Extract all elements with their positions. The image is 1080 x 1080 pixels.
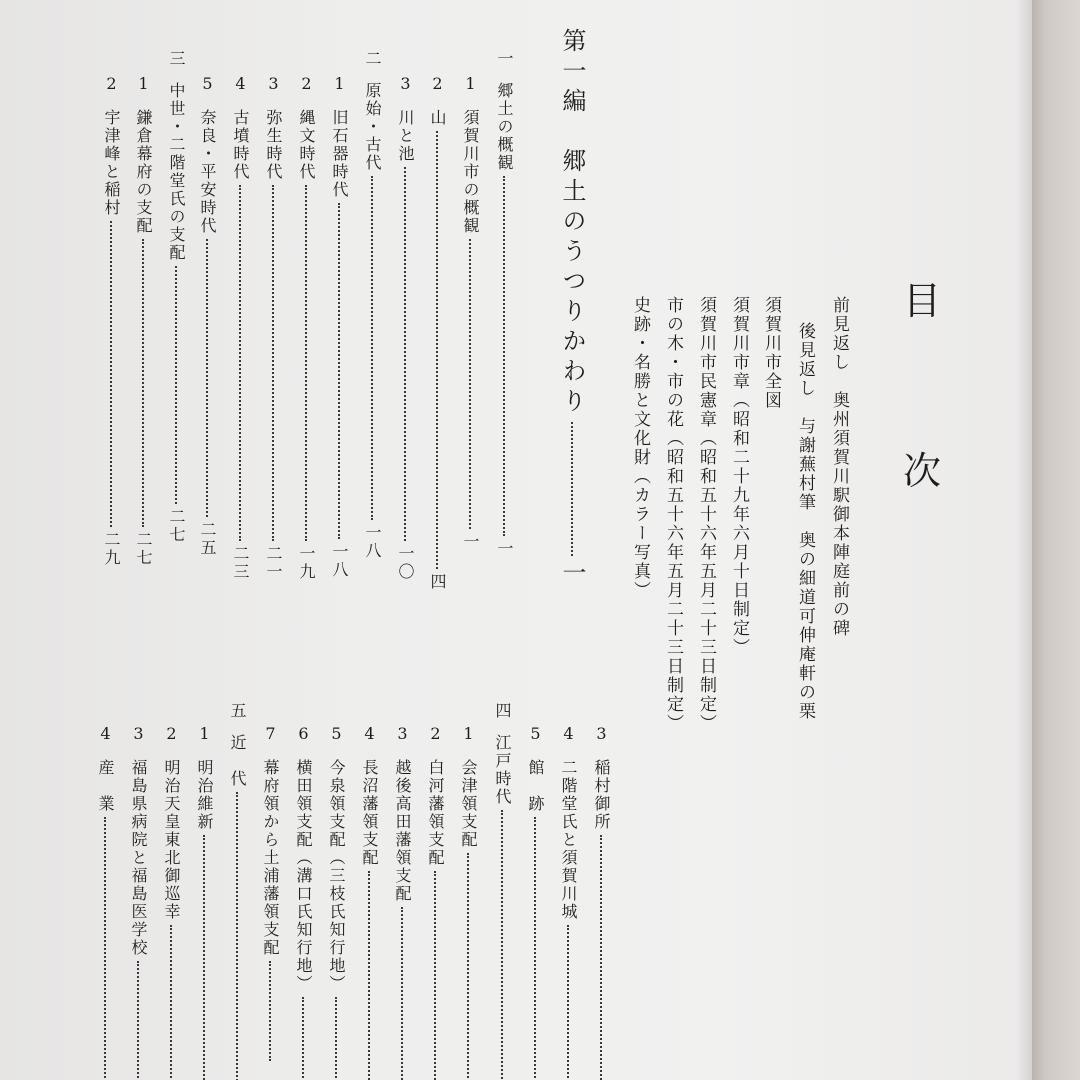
toc-entry-label: 会津領支配 <box>459 759 478 849</box>
toc-entry[interactable] <box>364 50 380 560</box>
leader-dots <box>404 167 406 541</box>
toc-entry-number: 2 <box>162 724 181 745</box>
toc-entry-number: 2 <box>428 74 447 95</box>
edition-page: 一 <box>558 560 586 590</box>
leader-dots <box>170 925 172 1080</box>
toc-entry[interactable] <box>298 74 314 581</box>
toc-entry-number: 4 <box>96 724 115 745</box>
leader-dots <box>469 239 471 529</box>
toc-entry[interactable] <box>168 50 184 544</box>
toc-entry[interactable] <box>295 724 311 1080</box>
leader-dots <box>467 853 469 1080</box>
toc-entry[interactable] <box>494 702 510 1080</box>
front-matter-line: 前見返し 奥州須賀川駅御本陣庭前の碑 <box>829 296 849 638</box>
toc-entry[interactable] <box>232 74 248 581</box>
toc-entry-number: 2 <box>102 74 121 95</box>
toc-entry-label: 原始・古代 <box>363 82 382 172</box>
toc-entry-label: 近 代 <box>228 734 247 788</box>
toc-entry-number: 1 <box>195 724 214 745</box>
toc-entry-number: 2 <box>297 74 316 95</box>
toc-entry[interactable] <box>265 74 281 581</box>
toc-entry-label: 古墳時代 <box>231 109 250 181</box>
toc-entry-page: 二一 <box>264 545 283 581</box>
toc-entry-label: 弥生時代 <box>264 109 283 181</box>
toc-entry-label: 須賀川市の概観 <box>461 109 480 235</box>
toc-entry[interactable] <box>394 724 410 1080</box>
leader-dots <box>368 871 370 1080</box>
edition-label: 第一編 郷土のうつりかわり <box>558 28 586 418</box>
toc-entry-page: 四 <box>428 573 447 591</box>
toc-entry-page: 二九 <box>102 531 121 567</box>
toc-entry-label: 江戸時代 <box>493 734 512 806</box>
leader-dots <box>203 835 205 1080</box>
toc-entry-label: 横田領支配（溝口氏知行地） <box>294 759 313 993</box>
toc-entry-number: 4 <box>559 724 578 745</box>
toc-entry-number: 3 <box>393 724 412 745</box>
toc-entry-number: 6 <box>294 724 313 745</box>
toc-entry[interactable] <box>163 724 179 1080</box>
toc-entry-label: 山 <box>428 109 447 127</box>
toc-entry[interactable] <box>429 74 445 591</box>
toc-entry-label: 縄文時代 <box>297 109 316 181</box>
toc-entry-number: 五 <box>228 702 247 720</box>
leader-dots <box>269 961 271 1061</box>
toc-entry[interactable] <box>97 724 113 1080</box>
leader-dots <box>137 961 139 1080</box>
toc-entry-page: 一 <box>461 533 480 551</box>
toc-entry[interactable] <box>196 724 212 1080</box>
toc-entry[interactable] <box>427 724 443 1080</box>
toc-entry[interactable] <box>262 724 278 1065</box>
toc-entry-number: 7 <box>261 724 280 745</box>
front-matter-line: 後見返し 与謝蕪村筆 奥の細道可伸庵軒の栗 <box>795 322 815 721</box>
leader-dots <box>302 997 304 1080</box>
toc-entry-number: 4 <box>231 74 250 95</box>
toc-entry-page: 二三 <box>231 545 250 581</box>
toc-entry[interactable] <box>527 724 543 1080</box>
toc-entry[interactable] <box>331 74 347 579</box>
toc-entry[interactable] <box>593 724 609 1080</box>
front-matter-line: 市の木・市の花（昭和五十六年五月二十三日制定） <box>663 296 683 733</box>
toc-entry-label: 宇津峰と稲村 <box>102 109 121 217</box>
toc-entry-number: 1 <box>330 74 349 95</box>
toc-entry-number: 3 <box>396 74 415 95</box>
leader-dots <box>571 422 573 556</box>
front-matter-line: 史跡・名勝と文化財（カラー写真） <box>630 296 650 600</box>
toc-entry-page: 一〇 <box>396 545 415 581</box>
toc-entry-number: 1 <box>461 74 480 95</box>
toc-entry[interactable] <box>103 74 119 567</box>
leader-dots <box>110 221 112 527</box>
toc-entry[interactable] <box>199 74 215 557</box>
page-gutter-shadow <box>1016 0 1032 1080</box>
toc-entry[interactable] <box>229 702 245 1080</box>
toc-entry-page: 一八 <box>330 543 349 579</box>
toc-entry-label: 館 跡 <box>526 759 545 813</box>
leader-dots <box>175 266 177 504</box>
toc-entry-label: 郷土の概観 <box>495 82 514 172</box>
leader-dots <box>338 203 340 539</box>
toc-entry-label: 長沼藩領支配 <box>360 759 379 867</box>
toc-entry-number: 二 <box>363 50 382 68</box>
toc-entry-page: 一 <box>495 540 514 558</box>
toc-title-char-1: 目 <box>903 279 942 323</box>
leader-dots <box>567 925 569 1080</box>
toc-entry-number: 5 <box>327 724 346 745</box>
toc-entry-number: 3 <box>129 724 148 745</box>
toc-entry-page: 一八 <box>363 524 382 560</box>
leader-dots <box>272 185 274 541</box>
toc-entry[interactable] <box>397 74 413 581</box>
toc-entry-label: 明治維新 <box>195 759 214 831</box>
toc-entry-label: 鎌倉幕府の支配 <box>134 109 153 235</box>
leader-dots <box>600 835 602 1080</box>
toc-entry[interactable] <box>361 724 377 1080</box>
leader-dots <box>206 239 208 517</box>
leader-dots <box>104 817 106 1080</box>
toc-entry-label: 二階堂氏と須賀川城 <box>559 759 578 921</box>
leader-dots <box>236 792 238 1080</box>
toc-entry-number: 四 <box>493 702 512 720</box>
toc-entry-label: 越後高田藩領支配 <box>393 759 412 903</box>
toc-entry-label: 明治天皇東北御巡幸 <box>162 759 181 921</box>
leader-dots <box>401 907 403 1080</box>
toc-entry-number: 1 <box>134 74 153 95</box>
toc-entry-label: 旧石器時代 <box>330 109 349 199</box>
toc-entry-page: 二七 <box>134 531 153 567</box>
toc-entry-label: 白河藩領支配 <box>426 759 445 867</box>
toc-entry-number: 一 <box>495 50 514 68</box>
toc-entry-label: 稲村御所 <box>592 759 611 831</box>
toc-entry[interactable] <box>328 724 344 1080</box>
toc-entry-label: 幕府領から土浦藩領支配 <box>261 759 280 957</box>
toc-entry-label: 福島県病院と福島医学校 <box>129 759 148 957</box>
toc-entry-label: 今泉領支配（三枝氏知行地） <box>327 759 346 993</box>
toc-entry[interactable] <box>462 74 478 551</box>
toc-entry-page: 二五 <box>198 521 217 557</box>
front-matter-line: 須賀川市民憲章（昭和五十六年五月二十三日制定） <box>696 296 716 733</box>
leader-dots <box>239 185 241 541</box>
toc-entry-label: 川と池 <box>396 109 415 163</box>
toc-entry-number: 5 <box>526 724 545 745</box>
leader-dots <box>371 176 373 520</box>
toc-entry-page: 二七 <box>167 508 186 544</box>
toc-entry-number: 4 <box>360 724 379 745</box>
toc-entry[interactable] <box>560 724 576 1080</box>
toc-entry[interactable] <box>130 724 146 1080</box>
toc-entry[interactable] <box>460 724 476 1080</box>
toc-entry-number: 1 <box>459 724 478 745</box>
toc-entry-number: 5 <box>198 74 217 95</box>
leader-dots <box>503 176 505 536</box>
toc-entry-label: 奈良・平安時代 <box>198 109 217 235</box>
toc-entry-number: 2 <box>426 724 445 745</box>
leader-dots <box>434 871 436 1080</box>
toc-entry-number: 3 <box>592 724 611 745</box>
toc-title-char-2: 次 <box>903 449 942 493</box>
toc-entry-label: 産 業 <box>96 759 115 813</box>
toc-entry[interactable] <box>135 74 151 567</box>
leader-dots <box>534 817 536 1080</box>
toc-entry[interactable] <box>496 50 512 558</box>
front-matter-line: 須賀川市章（昭和二十九年六月十日制定） <box>729 296 749 657</box>
leader-dots <box>501 810 503 1080</box>
leader-dots <box>436 131 438 569</box>
toc-entry-number: 3 <box>264 74 283 95</box>
toc-entry-number: 三 <box>167 50 186 68</box>
toc-entry-label: 中世・二階堂氏の支配 <box>167 82 186 262</box>
toc-entry-page: 一九 <box>297 545 316 581</box>
book-edge <box>1032 0 1080 1080</box>
front-matter-line: 須賀川市全図 <box>761 296 781 410</box>
leader-dots <box>335 997 337 1080</box>
leader-dots <box>142 239 144 527</box>
leader-dots <box>305 185 307 541</box>
edition-title <box>560 28 584 590</box>
